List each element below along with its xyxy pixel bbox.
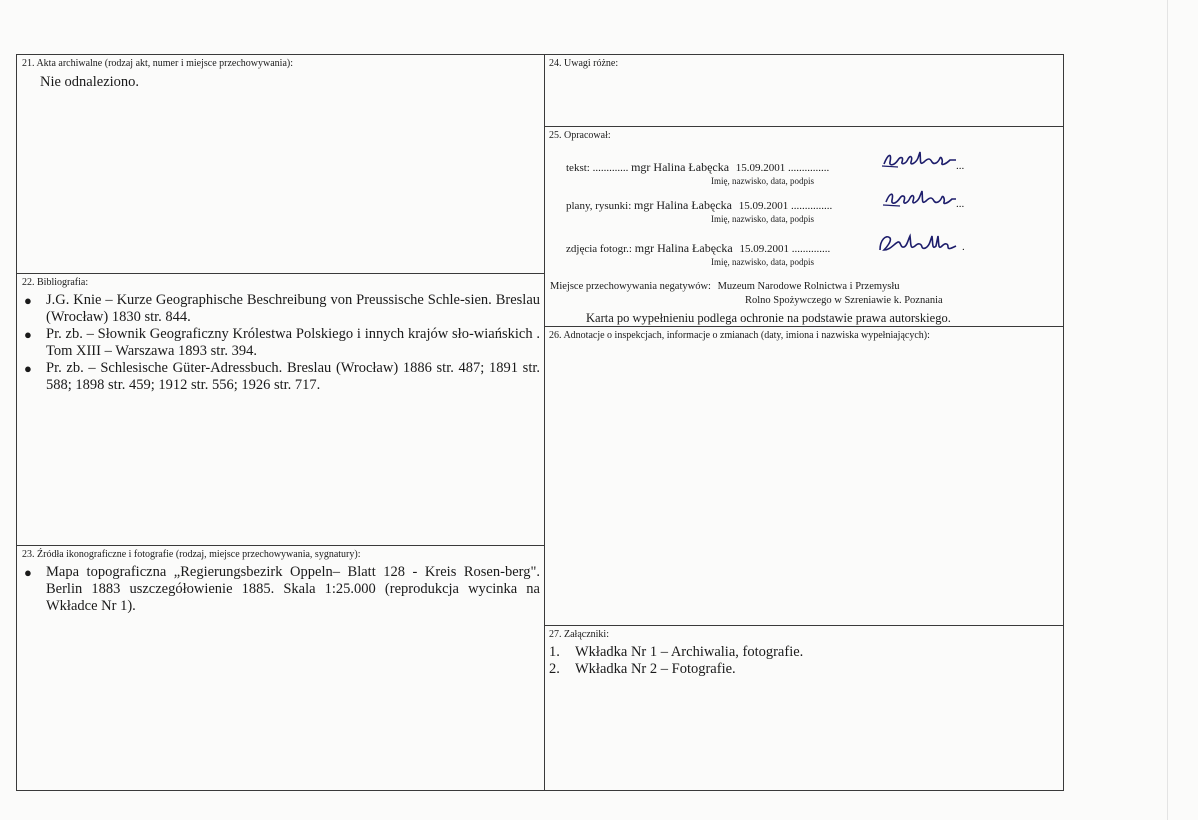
bullet-icon: ● — [24, 327, 32, 342]
section-21-header: 21. Akta archiwalne (rodzaj akt, numer i miejsce przechowywania): — [22, 58, 294, 69]
prepared-text-row: tekst: ............. mgr Halina Łabęcka 15.09.2001 ............... — [566, 160, 830, 174]
section-21-content: Nie odnaleziono. — [40, 74, 140, 90]
section-24-notes — [549, 58, 1059, 70]
section-23-iconographic-sources — [22, 549, 540, 615]
attachments-list — [549, 644, 1059, 678]
attachment-item: 1. Wkładka Nr 1 – Archiwalia, fotografie. — [549, 644, 804, 660]
section-27-header: 27. Załączniki: — [549, 629, 609, 640]
attachment-item: 2. Wkładka Nr 2 – Fotografie. — [549, 661, 736, 677]
page-edge — [1167, 0, 1168, 820]
divider-24-25 — [544, 126, 1064, 127]
column-divider — [544, 54, 545, 791]
divider-22-23 — [16, 545, 544, 546]
section-26-header: 26. Adnotacje o inspekcjach, informacje o zmianach (daty, imiona i nazwiska wypełniających): — [549, 330, 930, 341]
section-25-header: 25. Opracował: — [549, 130, 611, 141]
signature-text — [880, 146, 960, 172]
divider-25-26 — [544, 326, 1064, 327]
section-22-bibliography — [22, 277, 540, 394]
section-21-archival-files — [22, 58, 538, 91]
bullet-icon: ● — [24, 293, 32, 308]
section-22-header: 22. Bibliografia: — [22, 277, 89, 288]
prepared-plans-sublabel: Imię, nazwisko, data, podpis — [711, 214, 814, 224]
iconography-list — [22, 564, 540, 615]
section-26-annotations — [549, 330, 1059, 342]
section-27-attachments — [549, 629, 1059, 678]
iconography-item: ● Mapa topograficzna „Regierungsbezirk Oppeln– Blatt 128 - Kreis Rosen-berg". Berlin 1883 uszczegółowienie 1885. Skala 1:25.000 (reprodukcja wycinka na Wkładce Nr 1). — [24, 564, 540, 614]
divider-21-22 — [16, 273, 544, 274]
prepared-plans-row: plany, rysunki: mgr Halina Łabęcka 15.09.2001 ............... — [566, 198, 833, 212]
divider-26-27 — [544, 625, 1064, 626]
section-24-header: 24. Uwagi różne: — [549, 58, 619, 69]
prepared-text-sublabel: Imię, nazwisko, data, podpis — [711, 176, 814, 186]
bibliography-item: ● J.G. Knie – Kurze Geographische Beschreibung von Preussische Schle-sien. Breslau (Wrocław) 1830 str. 844. — [24, 292, 540, 325]
bibliography-item: ● Pr. zb. – Schlesische Güter-Adressbuch. Breslau (Wrocław) 1886 str. 487; 1891 str. 588; 1898 str. 459; 1912 str. 556; 1926 str. 717. — [24, 360, 540, 393]
bibliography-item: ● Pr. zb. – Słownik Geograficzny Królestwa Polskiego i innych krajów sło-wiańskich . Tom XIII – Warszawa 1893 str. 394. — [24, 326, 540, 359]
bibliography-list — [22, 292, 540, 394]
bullet-icon: ● — [24, 565, 32, 580]
negatives-storage-row: Miejsce przechowywania negatywów: Muzeum Narodowe Rolnictwa i Przemysłu — [550, 281, 900, 292]
signature-plans — [880, 186, 960, 212]
bullet-icon: ● — [24, 361, 32, 376]
copyright-notice: Karta po wypełnieniu podlega ochronie na podstawie prawa autorskiego. — [586, 311, 951, 325]
negatives-storage-line2: Rolno Spożywczego w Szreniawie k. Poznania — [745, 295, 943, 306]
prepared-photos-sublabel: Imię, nazwisko, data, podpis — [711, 257, 814, 267]
section-23-header: 23. Źródła ikonograficzne i fotografie (rodzaj, miejsce przechowywania, sygnatury): — [22, 549, 361, 560]
signature-photos — [874, 230, 960, 256]
prepared-photos-row: zdjęcia fotogr.: mgr Halina Łabęcka 15.09.2001 .............. — [566, 241, 831, 255]
